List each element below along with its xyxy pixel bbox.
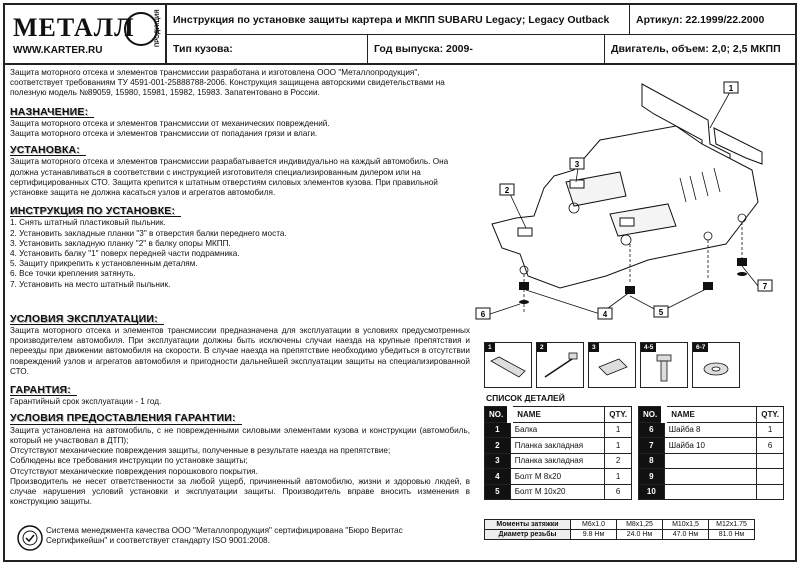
part-image-1: 1 (484, 342, 532, 388)
insert-plate-3 (570, 180, 584, 188)
callout-2: 2 (504, 186, 510, 195)
parts-images (484, 342, 776, 390)
table-row: 4 Болт М 8х20 1 (485, 469, 632, 485)
torque-row-values: Диаметр резьбы 9.8 Нм 24.0 Нм 47.0 Нм 81.0 Нм (485, 530, 755, 540)
instruction-step: 5. Защиту прикрепить к установленным деталям. (10, 259, 198, 269)
section-title-instruction: ИНСТРУКЦИЯ ПО УСТАНОВКЕ: (10, 206, 181, 217)
section-title-conditions: УСЛОВИЯ ЭКСПЛУАТАЦИИ: (10, 314, 164, 325)
table-header-row (639, 407, 784, 423)
table-row: 2 Планка закладная 1 (485, 438, 632, 454)
col-qty: QTY. (757, 407, 784, 423)
warranty-term: Отсутствуют механические повреждения защиты, полученные в результате наезда на препятствие; (10, 446, 391, 456)
section-title-warranty: ГАРАНТИЯ: (10, 385, 77, 396)
intro-paragraph: Защита моторного отсека и элементов трансмиссии разработана и изготовлена ООО "Металлопродукция", соответствует требованиям ТУ 4591-001-25888788-2006. Конструкция защищена авторскими свидетельствами на полезную модель №89059, 15980, 15981, 15982, 15983. Запатентовано в России. (10, 68, 445, 98)
engine: Двигатель, объем: 2,0; 2,5 МКПП (611, 43, 781, 55)
part-image-4-5: 4-5 (640, 342, 688, 388)
table-row: 9 (639, 469, 784, 485)
torque-table (484, 519, 755, 540)
table-row: 7 Шайба 10 6 (639, 438, 784, 454)
warranty-text: Гарантийный срок эксплуатации - 1 год. (10, 397, 162, 407)
table-row: 5 Болт М 10х20 6 (485, 484, 632, 500)
parts-list-title: СПИСОК ДЕТАЛЕЙ (486, 393, 565, 403)
bolt (703, 282, 713, 290)
header (5, 5, 795, 65)
part-image-3: 3 (588, 342, 636, 388)
col-name: NAME (510, 407, 604, 423)
year: Год выпуска: 2009- (374, 43, 473, 55)
bolt (519, 282, 529, 290)
install-paragraph: Защита моторного отсека и элементов трансмиссии разрабатывается индивидуально на каждый автомобиль. Она должна устанавливаться в соответствии с инструкцией изготовителя специализированным дилером или на сертифицированных СТО. Защита крепится к штатным отверстиям силовых элементов кузова. При правильной установке защита не должна касаться узлов и агрегатов автомобиля. (10, 157, 449, 198)
col-name: NAME (664, 407, 756, 423)
logo-side-emblem (123, 9, 165, 49)
torque-row-sizes: Моменты затяжки M6х1.0 M8х1,25 M10х1,5 M12х1.75 (485, 520, 755, 530)
instruction-step: 7. Установить на место штатный пыльник. (10, 279, 171, 289)
certification-seal-icon (16, 524, 44, 552)
instruction-step: 4. Установить балку "1" поверх передней части подрамника. (10, 249, 240, 259)
instruction-step: 2. Установить закладные планки "3" в отверстия балки переднего моста. (10, 228, 287, 238)
logo (5, 5, 167, 63)
logo-side-text: ПРОДУКЦИЯ (155, 9, 161, 47)
part-image-6-7: 6-7 (692, 342, 740, 388)
certificate-line: Сертификейшн" и соответствует стандарту ISO 9001:2008. (46, 536, 270, 545)
doc-title: Инструкция по установке защиты картера и МКПП SUBARU Legacy; Legacy Outback (173, 13, 610, 26)
callout-1: 1 (728, 84, 734, 93)
section-title-install: УСТАНОВКА: (10, 145, 86, 156)
table-row: 6 Шайба 8 1 (639, 422, 784, 438)
callout-7: 7 (762, 282, 768, 291)
bolt (737, 258, 747, 266)
parts-table-left (484, 406, 632, 500)
warranty-term: Отсутствуют механические повреждения порошкового покрытия. (10, 466, 258, 476)
purpose-line: Защита моторного отсека и элементов трансмиссии от механических повреждений. (10, 118, 330, 128)
article-number: Артикул: 22.1999/22.2000 (636, 13, 765, 26)
warranty-term: Защита установлена на автомобиль, с не поврежденными силовыми элементами кузова и конструкции (автомобиль, который не участвовал в ДТП); (10, 425, 470, 445)
instruction-step: 1. Снять штатный пластиковый пыльник. (10, 218, 166, 228)
table-row: 1 Балка 1 (485, 422, 632, 438)
table-row: 3 Планка закладная 2 (485, 453, 632, 469)
col-qty: QTY. (605, 407, 632, 423)
table-row: 10 (639, 484, 784, 500)
parts-table-right (638, 406, 784, 500)
instruction-text (10, 68, 470, 507)
table-header-row (485, 407, 632, 423)
bolt (625, 286, 635, 294)
certificate-line: Система менеджмента качества ООО "Металлопродукция" сертифицирована "Бюро Веритас (46, 526, 403, 535)
body-type: Тип кузова: (173, 43, 233, 55)
certificate-block (10, 522, 470, 552)
callout-5: 5 (658, 308, 664, 317)
callout-6: 6 (480, 310, 486, 319)
logo-url: WWW.KARTER.RU (13, 45, 103, 56)
instruction-step: 3. Установить закладную планку "2" в балку опоры МКПП. (10, 238, 231, 248)
header-row-title (167, 5, 795, 35)
skid-plate-drawing (470, 68, 788, 330)
part-image-2: 2 (536, 342, 584, 388)
conditions-paragraph: Защита моторного отсека и элементов трансмиссии предназначена для эксплуатации в условиях предусмотренных производителем автомобиля. При эксплуатации должны быть исключены случаи наезда на крупные препятствия и переезды при движении автомобиля на скорости. В случае наезда на препятствие необходимо убедиться в отсутствии повреждений узлов и агрегатов автомобиля и пригодности дальнейшей эксплуатации защиты на специализированной СТО. (10, 326, 470, 376)
washer (737, 272, 747, 276)
purpose-line: Защита моторного отсека и элементов трансмиссии от попадания грязи и влаги. (10, 129, 318, 139)
header-row-specs (167, 35, 795, 63)
callout-3: 3 (574, 160, 580, 169)
warranty-term: Соблюдены все требования инструкции по установке защиты; (10, 456, 248, 466)
col-no: NO. (485, 407, 511, 423)
washer (519, 300, 529, 304)
insert-plate-2 (518, 228, 532, 236)
instruction-step: 6. Все точки крепления затянуть. (10, 269, 136, 279)
logo-main-text: МЕТАЛЛ (13, 13, 135, 42)
table-row: 8 (639, 453, 784, 469)
warranty-term: Производитель не несет ответственности за любой ущерб, причиненный автомобилю, жизни и здоровью людей, в случае нарушения условий установки и эксплуатации защиты. Производитель вправе вносить изменения в конструкцию защиты. (10, 476, 470, 507)
callout-4: 4 (602, 310, 608, 319)
insert-plate-3 (620, 218, 634, 226)
section-title-warranty-terms: УСЛОВИЯ ПРЕДОСТАВЛЕНИЯ ГАРАНТИИ: (10, 413, 242, 424)
section-title-purpose: НАЗНАЧЕНИЕ: (10, 107, 94, 118)
col-no: NO. (639, 407, 665, 423)
